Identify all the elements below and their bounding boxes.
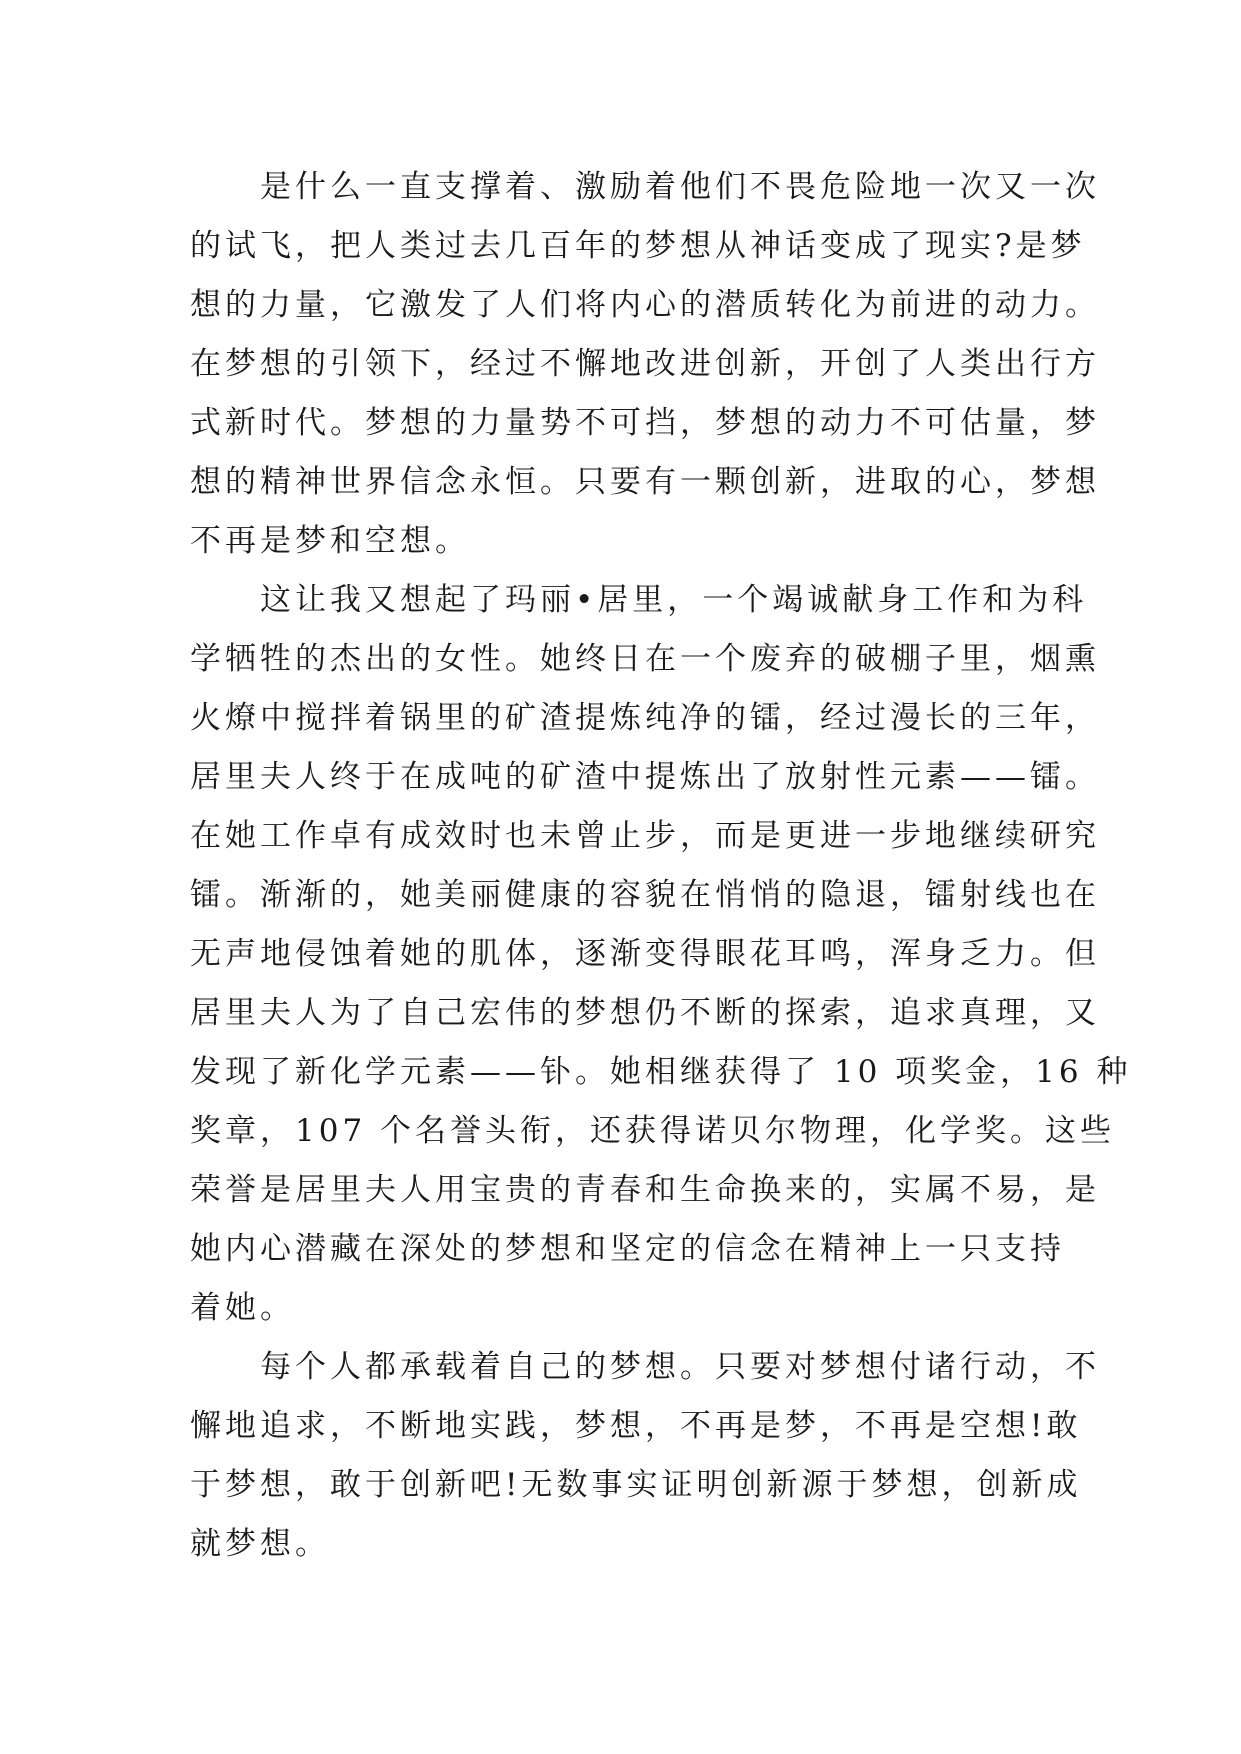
text-line: 无声地侵蚀着她的肌体，逐渐变得眼花耳鸣，浑身乏力。但 xyxy=(190,936,1100,972)
text-line: 奖章，107 个名誉头衔，还获得诺贝尔物理，化学奖。这些 xyxy=(190,1113,1116,1149)
text-line: 这让我又想起了玛丽•居里，一个竭诚献身工作和为科 xyxy=(260,582,1088,618)
text-line: 于梦想，敢于创新吧!无数事实证明创新源于梦想，创新成 xyxy=(190,1467,1082,1503)
text-line: 是什么一直支撑着、激励着他们不畏危险地一次又一次 xyxy=(260,169,1100,205)
paragraph-conclusion xyxy=(190,1338,1100,1574)
text-line: 荣誉是居里夫人用宝贵的青春和生命换来的，实属不易，是 xyxy=(190,1172,1100,1208)
text-line: 懈地追求，不断地实践，梦想，不再是梦，不再是空想!敢 xyxy=(190,1408,1082,1444)
paragraph-dream-power xyxy=(190,158,1100,571)
text-line: 每个人都承载着自己的梦想。只要对梦想付诸行动，不 xyxy=(260,1349,1100,1385)
text-line: 她内心潜藏在深处的梦想和坚定的信念在精神上一只支持 xyxy=(190,1231,1065,1267)
text-line: 在她工作卓有成效时也未曾止步，而是更进一步地继续研究 xyxy=(190,818,1100,854)
text-line: 式新时代。梦想的力量势不可挡，梦想的动力不可估量，梦 xyxy=(190,405,1100,441)
text-line: 就梦想。 xyxy=(190,1526,330,1562)
text-line: 的试飞，把人类过去几百年的梦想从神话变成了现实?是梦 xyxy=(190,228,1086,264)
text-line: 想的精神世界信念永恒。只要有一颗创新，进取的心，梦想 xyxy=(190,464,1100,500)
text-line: 着她。 xyxy=(190,1290,295,1326)
text-line: 不再是梦和空想。 xyxy=(190,523,470,559)
paragraph-marie-curie xyxy=(190,571,1132,1338)
text-line: 想的力量，它激发了人们将内心的潜质转化为前进的动力。 xyxy=(190,287,1100,323)
text-line: 镭。渐渐的，她美丽健康的容貌在悄悄的隐退，镭射线也在 xyxy=(190,877,1100,913)
document-body xyxy=(190,158,1132,1574)
text-line: 发现了新化学元素——钋。她相继获得了 10 项奖金，16 种 xyxy=(190,1054,1132,1090)
text-line: 学牺牲的杰出的女性。她终日在一个废弃的破棚子里，烟熏 xyxy=(190,641,1100,677)
text-line: 火燎中搅拌着锅里的矿渣提炼纯净的镭，经过漫长的三年， xyxy=(190,700,1100,736)
text-line: 居里夫人为了自己宏伟的梦想仍不断的探索，追求真理，又 xyxy=(190,995,1100,1031)
text-line: 在梦想的引领下，经过不懈地改进创新，开创了人类出行方 xyxy=(190,346,1100,382)
text-line: 居里夫人终于在成吨的矿渣中提炼出了放射性元素——镭。 xyxy=(190,759,1100,795)
